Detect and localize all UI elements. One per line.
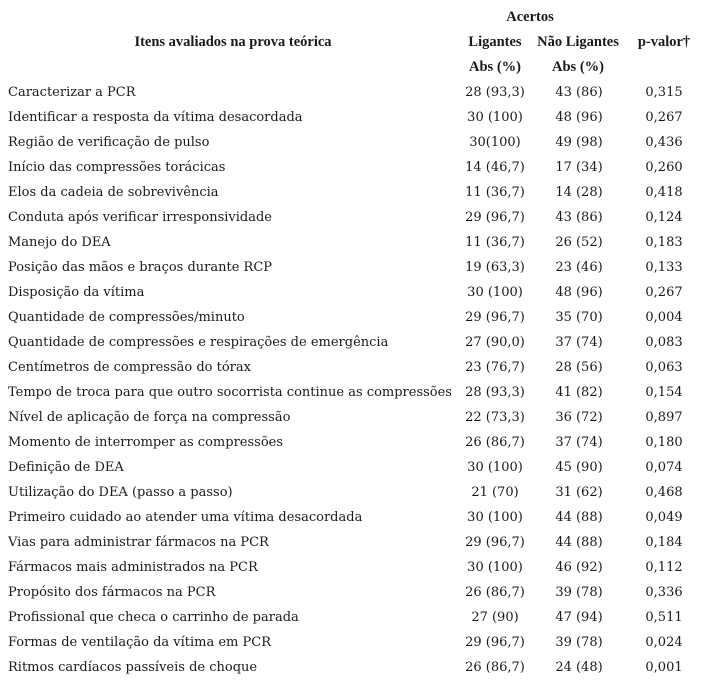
nao-ligantes-value: 46 (92) (555, 560, 603, 575)
table-row (0, 405, 703, 430)
ligantes-value: 30(100) (469, 135, 521, 150)
p-value: 0,267 (645, 110, 683, 125)
p-value: 0,897 (645, 410, 683, 425)
nao-ligantes-value: 37 (74) (555, 435, 603, 450)
table-row (0, 555, 703, 580)
p-value: 0,024 (645, 635, 683, 650)
item-label: Posição das mãos e braços durante RCP (8, 260, 273, 275)
table-row (0, 205, 703, 230)
p-value: 0,418 (645, 185, 683, 200)
ligantes-value: 28 (93,3) (465, 385, 525, 400)
ligantes-value: 27 (90,0) (465, 335, 525, 350)
item-label: Primeiro cuidado ao atender uma vítima desacordada (8, 510, 363, 525)
item-label: Definição de DEA (8, 460, 124, 475)
ligantes-value: 29 (96,7) (465, 635, 525, 650)
nao-ligantes-value: 44 (88) (555, 535, 603, 550)
p-value: 0,083 (645, 335, 683, 350)
p-value: 0,468 (645, 485, 683, 500)
table-row (0, 630, 703, 655)
p-value: 0,154 (645, 385, 683, 400)
p-value: 0,004 (645, 310, 683, 325)
table-row (0, 255, 703, 280)
item-label: Conduta após verificar irresponsividade (8, 210, 272, 225)
item-label: Tempo de troca para que outro socorrista continue as compressões (8, 385, 452, 400)
table-row (0, 530, 703, 555)
ligantes-value: 28 (93,3) (465, 85, 525, 100)
table-row (0, 605, 703, 630)
nao-ligantes-value: 35 (70) (555, 310, 603, 325)
p-value: 0,436 (645, 135, 683, 150)
nao-ligantes-value: 41 (82) (555, 385, 603, 400)
ligantes-value: 30 (100) (467, 510, 523, 525)
item-label: Disposição da vítima (8, 285, 145, 300)
ligantes-value: 29 (96,7) (465, 210, 525, 225)
table-row (0, 230, 703, 255)
ligantes-value: 26 (86,7) (465, 585, 525, 600)
table-row (0, 580, 703, 605)
table-row (0, 180, 703, 205)
nao-ligantes-value: 14 (28) (555, 185, 603, 200)
p-value: 0,260 (645, 160, 683, 175)
ligantes-value: 14 (46,7) (465, 160, 525, 175)
nao-ligantes-value: 48 (96) (555, 285, 603, 300)
nao-ligantes-value: 39 (78) (555, 635, 603, 650)
p-value: 0,315 (645, 85, 683, 100)
nao-ligantes-value: 26 (52) (555, 235, 603, 250)
table-row (0, 355, 703, 380)
nao-ligantes-value: 48 (96) (555, 110, 603, 125)
ligantes-value: 21 (70) (471, 485, 519, 500)
nao-ligantes-value: 23 (46) (555, 260, 603, 275)
item-label: Formas de ventilação da vítima em PCR (8, 635, 272, 650)
table-row (0, 305, 703, 330)
nao-ligantes-value: 44 (88) (555, 510, 603, 525)
item-label: Identificar a resposta da vítima desacordada (8, 110, 303, 125)
item-label: Caracterizar a PCR (8, 85, 136, 100)
nao-ligantes-value: 36 (72) (555, 410, 603, 425)
table-row (0, 280, 703, 305)
item-label: Início das compressões torácicas (8, 160, 226, 175)
table-row (0, 480, 703, 505)
table-row (0, 505, 703, 530)
item-label: Momento de interromper as compressões (8, 435, 284, 450)
p-value: 0,063 (645, 360, 683, 375)
table-row (0, 455, 703, 480)
header-ligantes: Ligantes (468, 34, 522, 50)
header-p-valor: p-valor† (637, 34, 691, 50)
p-value: 0,511 (645, 610, 683, 625)
ligantes-value: 29 (96,7) (465, 535, 525, 550)
p-value: 0,184 (645, 535, 683, 550)
ligantes-value: 30 (100) (467, 560, 523, 575)
item-label: Propósito dos fármacos na PCR (8, 585, 216, 600)
table-row (0, 80, 703, 105)
item-label: Quantidade de compressões/minuto (8, 310, 245, 325)
p-value: 0,074 (645, 460, 683, 475)
nao-ligantes-value: 43 (86) (555, 210, 603, 225)
ligantes-value: 30 (100) (467, 110, 523, 125)
nao-ligantes-value: 43 (86) (555, 85, 603, 100)
table-row (0, 130, 703, 155)
nao-ligantes-value: 17 (34) (555, 160, 603, 175)
header-nao-ligantes: Não Ligantes (537, 34, 619, 50)
nao-ligantes-value: 45 (90) (555, 460, 603, 475)
table-row (0, 655, 703, 680)
header-acertos: Acertos (506, 9, 554, 25)
table-row (0, 330, 703, 355)
nao-ligantes-value: 31 (62) (555, 485, 603, 500)
ligantes-value: 30 (100) (467, 285, 523, 300)
item-label: Manejo do DEA (8, 235, 111, 250)
nao-ligantes-value: 28 (56) (555, 360, 603, 375)
item-label: Quantidade de compressões e respirações de emergência (8, 335, 389, 350)
nao-ligantes-value: 47 (94) (555, 610, 603, 625)
ligantes-value: 23 (76,7) (465, 360, 525, 375)
p-value: 0,124 (645, 210, 683, 225)
p-value: 0,049 (645, 510, 683, 525)
p-value: 0,133 (645, 260, 683, 275)
nao-ligantes-value: 49 (98) (555, 135, 603, 150)
ligantes-value: 26 (86,7) (465, 435, 525, 450)
ligantes-value: 11 (36,7) (465, 235, 525, 250)
ligantes-value: 27 (90) (471, 610, 519, 625)
ligantes-value: 11 (36,7) (465, 185, 525, 200)
ligantes-value: 30 (100) (467, 460, 523, 475)
table-row (0, 430, 703, 455)
table-row (0, 380, 703, 405)
ligantes-value: 26 (86,7) (465, 660, 525, 675)
item-label: Nível de aplicação de força na compressão (8, 410, 291, 425)
nao-ligantes-value: 24 (48) (555, 660, 603, 675)
p-value: 0,180 (645, 435, 683, 450)
p-value: 0,001 (645, 660, 683, 675)
p-value: 0,183 (645, 235, 683, 250)
item-label: Fármacos mais administrados na PCR (8, 560, 258, 575)
p-value: 0,267 (645, 285, 683, 300)
item-label: Utilização do DEA (passo a passo) (8, 485, 233, 500)
table-body (0, 80, 703, 680)
nao-ligantes-value: 37 (74) (555, 335, 603, 350)
table-row (0, 105, 703, 130)
p-value: 0,336 (645, 585, 683, 600)
table-row (0, 155, 703, 180)
header-items: Itens avaliados na prova teórica (134, 34, 332, 50)
header-abs-ligantes: Abs (%) (469, 59, 521, 75)
item-label: Ritmos cardíacos passíveis de choque (8, 660, 258, 675)
item-label: Profissional que checa o carrinho de parada (8, 610, 299, 625)
item-label: Vias para administrar fármacos na PCR (8, 535, 269, 550)
item-label: Centímetros de compressão do tórax (8, 360, 251, 375)
ligantes-value: 29 (96,7) (465, 310, 525, 325)
ligantes-value: 22 (73,3) (465, 410, 525, 425)
item-label: Região de verificação de pulso (8, 135, 210, 150)
header-abs-nao-ligantes: Abs (%) (552, 59, 604, 75)
item-label: Elos da cadeia de sobrevivência (8, 185, 219, 200)
nao-ligantes-value: 39 (78) (555, 585, 603, 600)
p-value: 0,112 (645, 560, 683, 575)
ligantes-value: 19 (63,3) (465, 260, 525, 275)
